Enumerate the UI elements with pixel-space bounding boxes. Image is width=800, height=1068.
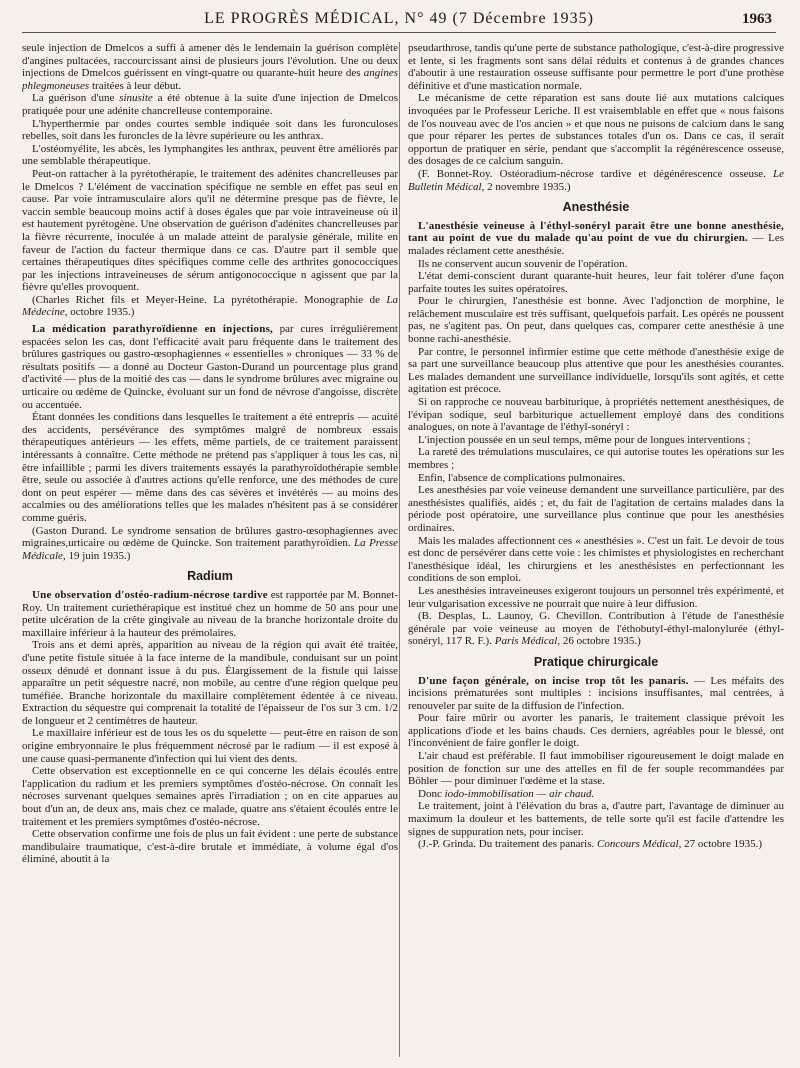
paragraph: L'injection poussée en un seul temps, même pour de longues interventions ; bbox=[418, 433, 751, 446]
paragraph bbox=[408, 788, 784, 801]
text-span: — Les malades réclament cette anesthésie. bbox=[408, 232, 784, 257]
reference bbox=[408, 610, 784, 648]
right-column bbox=[408, 42, 784, 1060]
journal-title: LE PROGRÈS MÉDICAL, N° 49 (7 Décembre 1935) bbox=[204, 10, 594, 27]
italic-text: Le Bulletin Médical bbox=[408, 167, 784, 193]
paragraph: Pour le chirurgien, l'anesthésie est bonne. Avec l'adjonction de morphine, le relâchement musculaire est très suffisant, quelquefois parfait. Les opérés ne poussent pas, ne s'agitent pas. On peut, dans quelques cas, comparer cette anesthésie à une bonne rachi-anesthésie. bbox=[408, 295, 784, 346]
paragraph: La rareté des trémulations musculaires, ce qui autorise toutes les opérations sur les membres ; bbox=[408, 446, 784, 471]
section-heading-pratique-chirurgicale: Pratique chirurgicale bbox=[533, 654, 659, 669]
page-number: 1963 bbox=[742, 11, 772, 27]
left-column bbox=[22, 42, 398, 1060]
paragraph: Le maxillaire inférieur est de tous les os du squelette — peut-être en raison de son origine embryonnaire le plus fréquemment nécrosé par le radium — il est exposé à une cause quasi-permanente d'infection qui lui vient des dents. bbox=[22, 727, 398, 765]
text-span: seule injection de Dmelcos a suffi à amener dès le lendemain la guérison complète d'angines pultacées, raccourcissant ainsi de plusieurs jours l'évolution. Une ou deux injections de Dmelcos guérissent en vingt-quatre ou quarante-huit heure des bbox=[22, 42, 398, 80]
paragraph: Trois ans et demi après, apparition au niveau de la région qui avait été traitée, d'une petite fistule située à la face interne de la mandibule, conduisant sur un point osseux dénudé et donnant issue à du pus. Élargissement de la fistule qui laisse apparaître un petit séquestre nacré, non mobile, au centre d'une région quelque peu tuméfiée. Branche horizontale du maxillaire complètement édentée à ce niveau. Extraction du séquestre qui comprenait la totalité de l'épaisseur de l'os sur 3 cm. 1/2 de longueur et 2 centimètres de hauteur. bbox=[22, 639, 398, 727]
reference bbox=[22, 294, 398, 319]
paragraph: Pour faire mûrir ou avorter les panaris, le traitement classique prévoit les applications d'iode et les bains chauds. Ces derniers, agréables pour le blessé, ont l'inconvénient de faire gonfler le doigt. bbox=[408, 712, 784, 750]
reference bbox=[408, 838, 784, 851]
paragraph: L'air chaud est préférable. Il faut immobiliser rigoureusement le doigt malade en position de fonction sur une des attelles en fil de fer souple recommandées par Böhler — pour diminuer l'œdème et la stase. bbox=[408, 750, 784, 788]
paragraph bbox=[408, 220, 784, 258]
lead-text: La médication parathyroïdienne en injections, bbox=[32, 323, 274, 336]
section-heading-radium: Radium bbox=[187, 569, 233, 584]
text-span: , 27 octobre 1935.) bbox=[678, 838, 762, 851]
italic-text: Paris Médical bbox=[494, 635, 558, 648]
italic-text: Concours Médical bbox=[597, 838, 679, 851]
paragraph: Les anesthésies intraveineuses exigeront toujours un personnel très expérimenté, et leur vulgarisation excessive ne pourrait que nuire à leur diffusion. bbox=[408, 584, 784, 610]
text-span: La guérison d'une bbox=[32, 92, 120, 105]
paragraph: Cette observation est exceptionnelle en ce qui concerne les délais écoulés entre l'application du radium et les premiers symptômes d'ostéo-nécrose. On connaît les nécroses survenant quelques semaines après l'irradiation ; on en cite apparues au bout d'un an, de deux ans, mais chez ce malade, quatre ans s'étaient écoulés entre le traitement et les premiers symptômes d'ostéo-nécrose. bbox=[22, 765, 398, 828]
italic-text: La Médecine bbox=[22, 293, 398, 319]
paragraph bbox=[22, 323, 398, 411]
section-heading-anesthesie: Anesthésie bbox=[562, 200, 630, 215]
paragraph bbox=[22, 92, 398, 117]
text-span: (B. Desplas, L. Launoy, G. Chevillon. Contribution à l'étude de l'anesthésie générale par voie veineuse au moyen de l'éthobutyl-éthyl-malonylurée (éthyl-sonéryl, 117 R. F.). bbox=[408, 610, 784, 648]
paragraph: Les anesthésies par voie veineuse demandent une surveillance particulière, par des anesthésistes qualifiés, aidés ; et, du fait de l'agitation de certains malades dans la période post opératoire, une surveillance plus continue que pour les anesthésies ordinaires. bbox=[408, 484, 784, 534]
text-span: , octobre 1935.) bbox=[64, 306, 135, 319]
text-span: par cures irrégulièrement espacées selon les cas, dont l'efficacité avait paru fréquente dans le traitement des brûlures gastriques ou gastro-œsophagiennes « essentielles » chroniques — 33 % de résultats positifs — a donné au Docteur Gaston-Durand un pourcentage plus grand d'activité — plus de la moitié des cas — dans le syndrome brûlures avec migraine ou urticaire ou œdème de Quincke, évoluant sur un fond de névrose d'angoisse, discrète ou accentuée. bbox=[22, 323, 398, 411]
paragraph: Cette observation confirme une fois de plus un fait évident : une perte de substance mandibulaire traumatique, c'est-à-dire brutale et immédiate, à volume égal d'os éliminé, aboutit à la bbox=[22, 828, 398, 866]
reference bbox=[22, 525, 398, 563]
text-span: (Charles Richet fils et Meyer-Heine. La pyrétothérapie. Monographie de bbox=[32, 293, 387, 306]
text-span: — Les méfaits des incisions prématurées sont multiples : incisions insuffisantes, mal centrées, à renouveler par suite de la diffusion de l'infection. bbox=[408, 674, 784, 712]
text-span: , 2 novembre 1935.) bbox=[481, 180, 571, 193]
text-span: traitées à leur début. bbox=[89, 79, 182, 92]
paragraph: Ils ne conservent aucun souvenir de l'opération. bbox=[418, 257, 628, 270]
text-span: est rapportée par M. Bonnet-Roy. Un traitement curiethérapique est institué chez un homme de 50 ans pour une petite ulcération de la crête gingivale au niveau de la branche horizontale droite du maxillaire inférieur à la hauteur des prémolaires. bbox=[22, 588, 398, 639]
text-span: , 26 octobre 1935.) bbox=[557, 635, 641, 648]
text-span: (J.-P. Grinda. Du traitement des panaris. bbox=[418, 838, 598, 851]
lead-text: L'anesthésie veineuse à l'éthyl-sonéryl parait être une bonne anesthésie, tant au point de vue du malade qu'au point de vue du chirurgien. bbox=[408, 219, 784, 245]
paragraph: Le mécanisme de cette réparation est sans doute lié aux mutations calciques invoquées par le Professeur Leriche. Il est vraisemblable en effet que « nous faisons de l'os nouveau avec de l'os ancien » et que nous ne puisons de calcium dans le sang que pour réparer les pertes de substances totales d'un os. Dans ce cas, il serait opportun de pratiquer en série, pendant que s'accomplit la régénérescence osseuse, des dosages de ce calcium sanguin. bbox=[408, 92, 784, 168]
paragraph: L'ostéomyélite, les abcès, les lymphangites les anthrax, peuvent être améliorés par une semblable thérapeutique. bbox=[22, 142, 398, 168]
paragraph: Par contre, le personnel infirmier estime que cette méthode d'anesthésie exige de sa part une surveillance beaucoup plus attentive que pour les anesthésies courantes. Les malades demandent une surveillance individuelle, lorsqu'ils sont agités, et cette agitation est précoce. bbox=[408, 345, 784, 396]
reference bbox=[408, 168, 784, 193]
paragraph: Étant données les conditions dans lesquelles le traitement a été entrepris — acuité des accidents, persévérance des symptômes malgré de nombreux essais thérapeutiques antérieurs — les effets, même partiels, de ce traitement paraissent intéressants à connaître. Cette méthode ne prétend pas s'appliquer à tous les cas, ni être infaillible ; parmi les divers traitements essayés la parathyroïdothérapie semble être, seule ou associée à d'autres actions qu'elle renforce, une des méthodes de cure dont on peut espérer — même dans des cas sévères et invétérés — au moins des accalmies ou des améliorations telles que les malades n'hésitent pas à se considérer comme guéris. bbox=[22, 411, 398, 524]
text-span: Donc bbox=[418, 787, 445, 800]
italic-text: iodo-immobilisation — air chaud. bbox=[444, 787, 595, 800]
paragraph: pseudarthrose, tandis qu'une perte de substance pathologique, c'est-à-dire progressive et lente, si les fragments sont sans délai réduits et contenus à de grandes chances d'aboutir à une restauration osseuse suffisante pour permettre le port d'une prothèse définitive et d'une mastication normale. bbox=[408, 42, 784, 92]
paragraph bbox=[22, 42, 398, 92]
text-span: , 19 juin 1935.) bbox=[62, 549, 131, 562]
lead-text: Une observation d'ostéo-radium-nécrose tardive bbox=[32, 588, 268, 601]
column-divider bbox=[399, 42, 400, 1057]
italic-text: La Presse Médicale bbox=[22, 537, 398, 562]
lead-text: D'une façon générale, on incise trop tôt les panaris. bbox=[418, 674, 689, 687]
paragraph: Peut-on rattacher à la pyrétothérapie, le traitement des adénites chancrelleuses par le Dmelcos ? L'élément de vaccination spécifique ne semble en effet pas seul en cause. Par voie intramusculaire alors qu'il ne détermine presque pas de fièvre, le vaccin semble beaucoup moins actif à doses égales que par voie intraveineuse où il est hautement pyrétogène. Une observation de guérison d'adénites chancrelleuses par la fièvre récurrente, inoculée à un malade atteint de paralysie générale, milite en faveur de l'action du facteur thermique dans ce cas. D'autre part il semble que certaines thérapeutiques dites spécifiques comme celle des arthrites gonococciques par les injections intraveineuses de sérum antigonococcique n agissent que par la fièvre qu'elles provoquent. bbox=[22, 167, 398, 294]
text-span: a été obtenue à la suite d'une injection de Dmelcos pratiquée pour une adénite chancrelleuse contemporaine. bbox=[22, 92, 398, 117]
paragraph: Enfin, l'absence de complications pulmonaires. bbox=[418, 471, 626, 484]
paragraph: L'état demi-conscient durant quarante-huit heures, leur fait tolérer d'une façon parfaite toutes les suites opératoires. bbox=[408, 270, 784, 295]
text-span: (F. Bonnet-Roy. Ostéoradium-nécrose tardive et dégénérescence osseuse. bbox=[418, 167, 773, 180]
paragraph: Mais les malades affectionnent ces « anesthésies ». C'est un fait. Le devoir de tous est donc de persévérer dans cette voie : les chimistes et physiologistes en recherchant l'anesthésique idéal, les chirurgiens et les anesthésistes en perfectionnant les conditions de son emploi. bbox=[408, 534, 784, 585]
text-span: (Gaston Durand. Le syndrome sensation de brûlures gastro-œsophagiennes avec migraines,urticaire ou œdème de Quincke. Son traitement parathyroïdien. bbox=[22, 524, 398, 550]
italic-text: angines phlegmoneuses bbox=[22, 67, 398, 92]
paragraph bbox=[22, 589, 398, 639]
paragraph: Si on rapproche ce nouveau barbiturique, à propriétés nettement anesthésiques, de l'évipan sodique, seul barbiturique actuellement employé dans des conditions analogues, on note à l'avantage de l'éthyl-sonéryl : bbox=[408, 396, 784, 434]
paragraph: L'hyperthermie par ondes courtes semble indiquée soit dans les furonculoses rebelles, soit dans les furoncles de la lèvre supérieure ou les anthrax. bbox=[22, 117, 398, 143]
page-header bbox=[22, 10, 776, 33]
paragraph: Le traitement, joint à l'élévation du bras a, d'autre part, l'avantage de diminuer au maximum la douleur et les battements, de telle sorte qu'il est facile d'attendre les signes de suppuration nets, pour inciser. bbox=[408, 800, 784, 838]
paragraph bbox=[408, 675, 784, 713]
italic-text: sinusite bbox=[119, 92, 153, 105]
